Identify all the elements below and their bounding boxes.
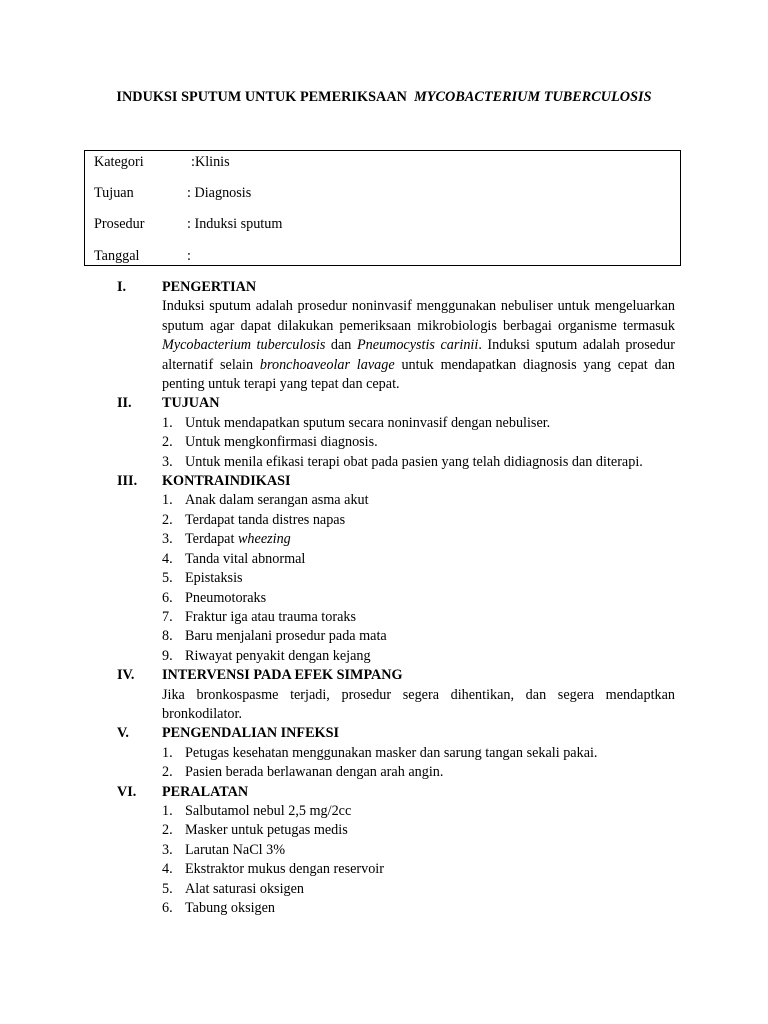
list-item	[162, 511, 675, 530]
list-text: Epistaksis	[185, 570, 243, 587]
meta-key: Kategori	[94, 154, 144, 170]
section-paragraph	[162, 297, 675, 394]
metadata-box	[84, 150, 681, 266]
meta-value: : Diagnosis	[187, 185, 252, 201]
list-text: Masker untuk petugas medis	[185, 822, 348, 839]
section-heading: TUJUAN	[162, 395, 220, 412]
section-number: III.	[117, 473, 138, 490]
meta-value: : Induksi sputum	[187, 216, 283, 232]
list-text: Alat saturasi oksigen	[185, 880, 304, 897]
list-text: Terdapat tanda distres napas	[185, 511, 346, 528]
list-item	[162, 880, 675, 899]
section-heading: PENGERTIAN	[162, 279, 257, 295]
list-text: Ekstraktor mukus dengan reservoir	[185, 861, 384, 878]
text-run: . Induksi sputum adalah prosedur alternatif selain	[162, 337, 675, 373]
list-text-italic: wheezing	[237, 531, 291, 548]
meta-key: Tanggal	[94, 248, 140, 264]
title-plain: INDUKSI SPUTUM UNTUK PEMERIKSAAN	[116, 89, 407, 105]
section-number: VI.	[117, 783, 137, 800]
list-item	[162, 627, 675, 646]
list-text: Anak dalam serangan asma akut	[185, 492, 369, 509]
list-number: 3.	[162, 531, 173, 548]
list-item	[162, 763, 675, 782]
list-item	[162, 802, 675, 821]
section-paragraph: Jika bronkospasme terjadi, prosedur segera dihentikan, dan segera mendaptkan bronkodilator.	[162, 686, 675, 722]
list-number: 8.	[162, 628, 173, 645]
list-item	[162, 550, 675, 569]
list-item	[162, 433, 675, 452]
section-peralatan	[0, 783, 768, 919]
section-intervensi	[0, 666, 768, 724]
list-number: 2.	[162, 434, 173, 451]
numbered-list	[0, 491, 768, 666]
meta-value: :	[187, 248, 191, 264]
list-text: Untuk mendapatkan sputum secara noninvasif dengan nebuliser.	[185, 414, 551, 431]
list-number: 1.	[162, 414, 173, 431]
list-item	[162, 608, 675, 627]
list-text: Terdapat	[185, 531, 238, 548]
section-number: IV.	[117, 667, 135, 684]
list-number: 5.	[162, 880, 173, 897]
list-item	[162, 841, 675, 860]
list-item	[162, 569, 675, 588]
list-number: 6.	[162, 900, 173, 916]
section-tujuan	[0, 394, 768, 472]
list-number: 1.	[162, 492, 173, 509]
section-heading: PERALATAN	[162, 783, 249, 800]
numbered-list	[0, 802, 768, 918]
text-run-italic: bronchoaveolar lavage	[259, 356, 395, 373]
title-italic: MYCOBACTERIUM TUBERCULOSIS	[414, 89, 652, 105]
list-item	[162, 530, 675, 549]
list-text: Untuk mengkonfirmasi diagnosis.	[185, 434, 378, 451]
list-item	[162, 744, 675, 763]
meta-key: Tujuan	[94, 185, 134, 201]
list-text: Riwayat penyakit dengan kejang	[185, 647, 371, 664]
list-item	[162, 453, 675, 472]
list-number: 5.	[162, 570, 173, 587]
document-title	[0, 88, 768, 107]
list-item	[162, 589, 675, 608]
text-run: untuk mendapatkan diagnosis yang cepat dan penting untuk terapi yang tepat dan cepat.	[162, 356, 676, 393]
list-item	[162, 491, 675, 510]
section-heading: KONTRAINDIKASI	[162, 473, 291, 490]
list-number: 4.	[162, 550, 173, 567]
meta-value: :Klinis	[191, 154, 230, 170]
list-number: 6.	[162, 589, 173, 606]
section-pengertian	[0, 278, 768, 394]
list-number: 2.	[162, 764, 173, 781]
section-pengendalian-infeksi	[0, 724, 768, 782]
text-run-italic: Mycobacterium tuberculosis	[162, 337, 326, 354]
section-number: I.	[117, 279, 127, 295]
list-number: 3.	[162, 841, 173, 858]
text-run-italic: Pneumocystis carinii	[356, 337, 479, 354]
list-item	[162, 899, 675, 918]
list-number: 4.	[162, 861, 173, 878]
list-number: 7.	[162, 608, 173, 625]
list-number: 3.	[162, 453, 173, 470]
list-item	[162, 647, 675, 666]
list-number: 9.	[162, 647, 173, 664]
text-run: Induksi sputum adalah prosedur noninvasif menggunakan nebuliser untuk mengeluarkan sputum agar dapat dilakukan pemeriksaan mikrobiologis berbagai organisme termasuk	[162, 298, 675, 334]
list-number: 2.	[162, 822, 173, 839]
list-text: Untuk menila efikasi terapi obat pada pasien yang telah didiagnosis dan diterapi.	[185, 453, 643, 470]
list-text: Pasien berada berlawanan dengan arah angin.	[185, 764, 444, 781]
list-number: 1.	[162, 744, 173, 761]
list-text: Petugas kesehatan menggunakan masker dan sarung tangan sekali pakai.	[185, 744, 598, 761]
section-heading: INTERVENSI PADA EFEK SIMPANG	[162, 667, 403, 684]
list-text: Larutan NaCl 3%	[185, 841, 286, 858]
list-number: 1.	[162, 802, 173, 819]
list-text: Pneumotoraks	[185, 589, 267, 606]
list-text: Salbutamol nebul 2,5 mg/2cc	[185, 802, 352, 819]
list-text: Tabung oksigen	[185, 900, 276, 916]
section-kontraindikasi	[0, 472, 768, 666]
text-run: dan	[325, 337, 357, 354]
list-text: Tanda vital abnormal	[185, 550, 306, 567]
numbered-list	[0, 414, 768, 472]
document-body	[0, 278, 768, 918]
meta-key: Prosedur	[94, 216, 145, 232]
list-item	[162, 414, 675, 433]
numbered-list	[0, 744, 768, 783]
list-item	[162, 821, 675, 840]
section-number: II.	[117, 395, 132, 412]
list-text: Fraktur iga atau trauma toraks	[185, 608, 356, 625]
section-number: V.	[117, 725, 129, 742]
section-heading: PENGENDALIAN INFEKSI	[162, 725, 339, 742]
list-number: 2.	[162, 511, 173, 528]
list-text: Baru menjalani prosedur pada mata	[185, 628, 387, 645]
list-item	[162, 860, 675, 879]
